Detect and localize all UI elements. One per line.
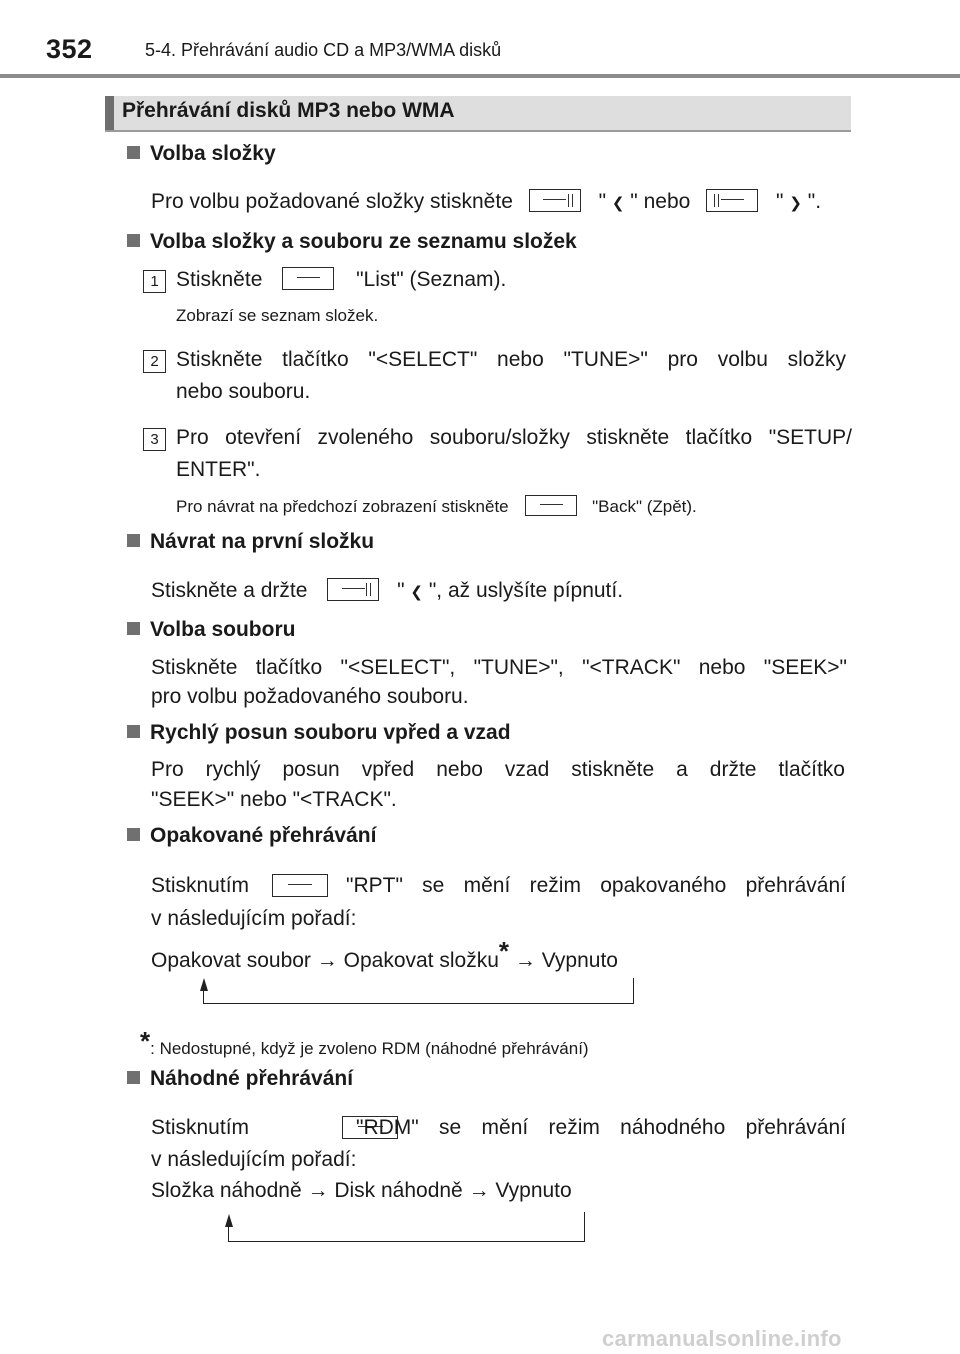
step-3-note [176,495,697,517]
heading-text: Rychlý posun souboru vpřed a vzad [150,721,511,744]
text: : Nedostupné, když je zvoleno RDM (náhodné přehrávání) [150,1039,589,1058]
back-button-icon [525,495,577,516]
repeat-line-1b: "RPT" se mění režim opakovaného přehrávání [346,874,846,897]
arrow-right-icon: → [316,949,338,972]
asterisk-icon: * [140,1026,151,1056]
text: Stiskněte [176,268,263,291]
step-number-1: 1 [143,270,166,293]
text: "Back" (Zpět). [592,497,697,516]
text: " nebo [630,190,691,213]
cycle-return-line [203,978,634,1004]
heading-list-select [127,230,577,254]
file-select-line-2: pro volbu požadovaného souboru. [151,685,469,708]
chevron-left-icon: ❮ [611,195,625,212]
heading-folder-select [127,142,276,166]
heading-text: Volba složky a souboru ze seznamu složek [150,230,577,253]
heading-file-select [127,618,295,642]
text: Opakovat složku [343,949,499,972]
heading-text: Návrat na první složku [150,530,375,553]
square-bullet-icon [127,828,140,841]
folder-up-button-icon [706,189,758,212]
heading-fast-seek [127,721,511,745]
asterisk-icon: * [498,936,509,966]
text: Vypnuto [495,1179,572,1202]
heading-text: Volba složky [150,142,276,165]
step-number-3: 3 [143,428,166,451]
text: Pro volbu požadované složky stiskněte [151,190,513,213]
random-line-1a: Stisknutím [151,1116,250,1139]
folder-down-button-icon [529,189,581,212]
step-2-line-2: nebo souboru. [176,380,311,403]
heading-repeat [127,824,376,848]
text: Opakovat soubor [151,949,311,972]
square-bullet-icon [127,234,140,247]
header-divider [0,74,960,78]
arrow-right-icon: → [307,1179,329,1202]
chevron-left-icon: ❮ [410,584,423,601]
first-folder-text [151,577,623,607]
text: " [397,579,405,602]
text: ", až uslyšíte pípnutí. [428,579,624,602]
heading-first-folder [127,530,374,554]
step-number-2: 2 [143,350,166,373]
heading-text: Náhodné přehrávání [150,1067,354,1090]
step-2-line-1: Stiskněte tlačítko "<SELECT" nebo "TUNE>" pro volbu složky [176,348,846,371]
cycle-return-line [228,1212,585,1242]
text: Disk náhodně [334,1179,463,1202]
section-title: Přehrávání disků MP3 nebo WMA [122,99,455,122]
repeat-footnote [140,1026,589,1059]
square-bullet-icon [127,622,140,635]
folder-down-button-icon [327,578,379,601]
heading-text: Volba souboru [150,618,296,641]
rpt-button-icon [272,874,328,897]
text: Pro návrat na předchozí zobrazení stiskněte [176,497,509,516]
fast-seek-line-2: "SEEK>" nebo "<TRACK". [151,788,397,811]
step-3-line-1: Pro otevření zvoleného souboru/složky stiskněte tlačítko "SETUP/ [176,426,852,449]
chevron-right-icon: ❯ [789,195,802,212]
square-bullet-icon [127,725,140,738]
heading-random [127,1067,353,1091]
random-line-1b: "RDM" se mění režim náhodného přehrávání [356,1116,846,1139]
repeat-line-1a: Stisknutím [151,874,250,897]
repeat-sequence [151,937,618,975]
text: ". [807,190,822,213]
heading-text: Opakované přehrávání [150,824,377,847]
arrow-right-icon: → [468,1179,490,1202]
square-bullet-icon [127,146,140,159]
text: Složka náhodně [151,1179,302,1202]
text: " [776,190,784,213]
folder-select-text [151,188,821,218]
text: "List" (Seznam). [356,268,507,291]
chapter-title: 5-4. Přehrávání audio CD a MP3/WMA disků [145,40,502,60]
square-bullet-icon [127,534,140,547]
text: Stiskněte a držte [151,579,308,602]
file-select-line-1: Stiskněte tlačítko "<SELECT", "TUNE>", "<TRACK" nebo "SEEK>" [151,656,847,679]
square-bullet-icon [127,1071,140,1084]
list-button-icon [282,267,334,290]
section-title-underline [105,130,851,132]
page-number: 352 [46,34,93,64]
repeat-line-2: v následujícím pořadí: [151,907,357,930]
arrow-right-icon: → [514,949,536,972]
fast-seek-line-1: Pro rychlý posun vpřed nebo vzad stiskněte a držte tlačítko [151,758,845,781]
text: Vypnuto [541,949,618,972]
step-1-note: Zobrazí se seznam složek. [176,306,379,325]
text: " [598,190,607,213]
random-line-2: v následujícím pořadí: [151,1148,357,1171]
random-sequence [151,1177,572,1205]
step-3-line-2: ENTER". [176,458,261,481]
step-1-text [176,266,506,294]
watermark: carmanualsonline.info [602,1326,842,1351]
